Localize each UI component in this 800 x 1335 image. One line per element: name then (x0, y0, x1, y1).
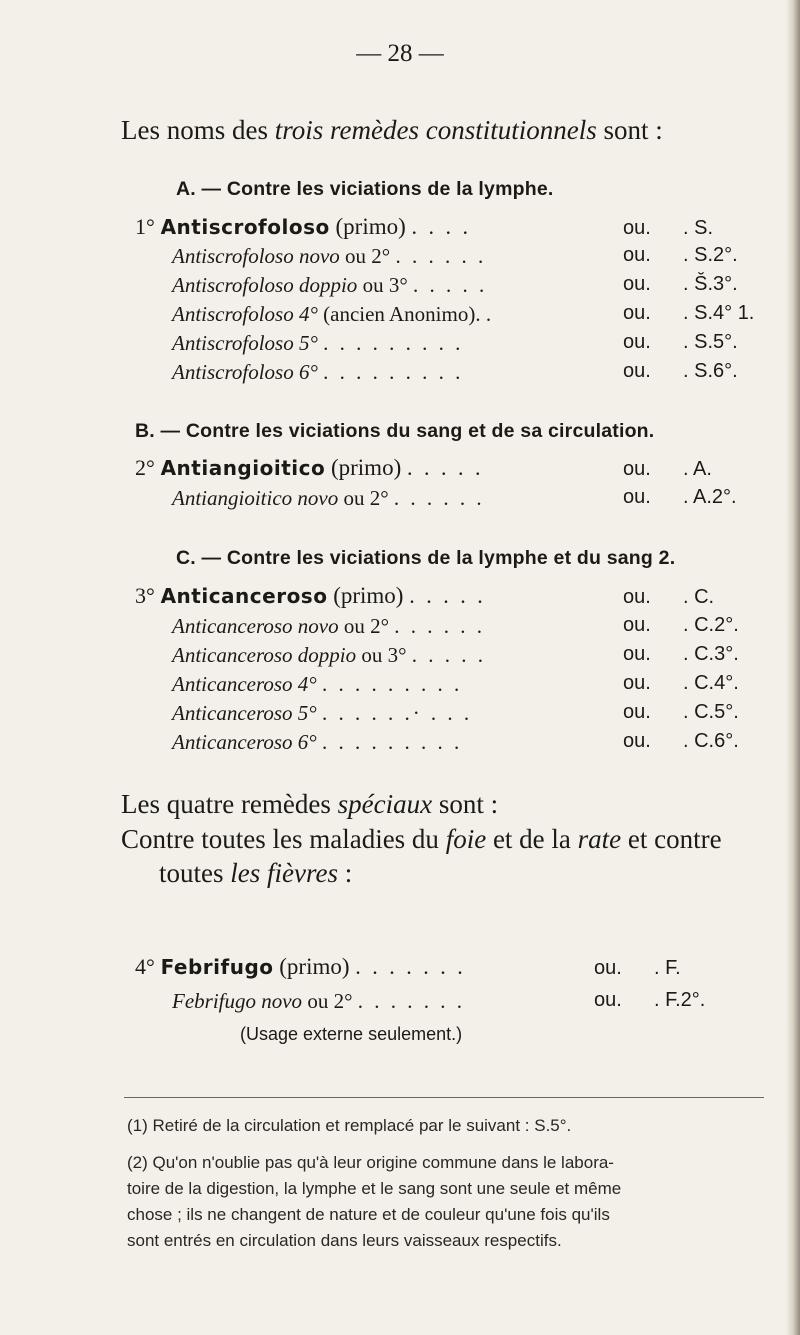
remedy-code: . C.2°. (683, 614, 739, 636)
remedy-rest: ou 3° (356, 643, 407, 667)
remedy-name: Anticanceroso novo (172, 614, 339, 638)
footnote-1: (1) Retiré de la circulation et remplacé par le suivant : S.5°. (127, 1116, 572, 1135)
ou-text: ou. (623, 586, 651, 608)
special-text: : (337, 858, 353, 888)
ou-text: ou. (623, 458, 651, 480)
special-emphasis: spéciaux (337, 789, 433, 819)
ou-text: ou. (594, 989, 622, 1011)
remedy-name: Febrifugo (160, 955, 274, 979)
remedy-code: . C.6°. (683, 730, 739, 752)
remedy-name: Antiangioitico novo (172, 486, 339, 510)
remedy-code: . C.3°. (683, 643, 739, 665)
leader-dots: . . . . . . . (357, 989, 465, 1013)
leader-dots: . . . . . . . (355, 954, 466, 979)
intro-line (121, 115, 663, 146)
remedy-name: Antiscrofoloso doppio (172, 273, 358, 297)
remedy-code: . F.2°. (654, 989, 706, 1011)
remedy-name: Anticanceroso 5° (172, 701, 317, 725)
section-heading-b: B. — Contre les viciations du sang et de sa circulation. (135, 420, 655, 442)
remedy-number: 3° (135, 583, 155, 608)
footnote-2-line: toire de la digestion, la lymphe et le sang sont une seule et même (127, 1179, 622, 1198)
remedy-name: Anticanceroso (160, 584, 328, 608)
remedy-rest: ou 2° (338, 486, 389, 510)
footnote-2-line: (2) Qu'on n'oublie pas qu'à leur origine commune dans le labora- (127, 1153, 614, 1172)
remedy-code: . A.2°. (683, 486, 737, 508)
special-text: toutes (159, 858, 231, 888)
remedy-name: Antiscrofoloso (160, 215, 330, 239)
ou-text: ou. (623, 244, 651, 266)
leader-dots: . . . . . . (393, 486, 485, 510)
special-text: et de la (486, 824, 578, 854)
special-text: sont : (432, 789, 499, 819)
remedy-name: Antiscrofoloso novo (172, 244, 340, 268)
ou-text: ou. (623, 672, 651, 694)
footnote-2-line: chose ; ils ne changent de nature et de couleur qu'une fois qu'ils (127, 1205, 610, 1224)
remedy-qualifier: (primo) (325, 455, 402, 480)
remedy-qualifier: (primo) (273, 954, 350, 979)
special-emphasis: foie (445, 824, 487, 854)
leader-dots: . . . . . .· . . . (321, 701, 473, 725)
ou-text: ou. (623, 486, 651, 508)
remedy-name: Anticanceroso doppio (172, 643, 357, 667)
remedy-rest: ou 3° (357, 273, 408, 297)
remedy-code: . A. (683, 458, 712, 480)
remedy-qualifier: (primo) (329, 214, 406, 239)
remedy-rest: (ancien Anonimo). (317, 302, 481, 326)
special-line-2 (121, 824, 722, 855)
leader-dots: . . . . (411, 214, 472, 239)
intro-suffix: sont : (596, 115, 663, 145)
leader-dots: . . . . . (409, 583, 486, 608)
ou-text: ou. (623, 217, 651, 239)
remedy-code: . F. (654, 957, 681, 979)
ou-text: ou. (623, 730, 651, 752)
leader-dots: . . . . . (411, 643, 487, 667)
remedy-name: Antiangioitico (160, 456, 326, 480)
ou-text: ou. (623, 360, 651, 382)
section-heading-c: C. — Contre les viciations de la lymphe et du sang 2. (176, 547, 676, 569)
leader-dots: . . . . . (412, 273, 488, 297)
intro-prefix: Les noms des (121, 115, 275, 145)
ou-text: ou. (623, 614, 651, 636)
remedy-code: . S.6°. (683, 360, 738, 382)
leader-dots: . . . . . . . . . (321, 672, 463, 696)
remedy-name: Febrifugo novo (172, 989, 303, 1013)
leader-dots: . . . . . . (395, 244, 487, 268)
ou-text: ou. (594, 957, 622, 979)
leader-dots: . . . . . . (394, 614, 486, 638)
ou-text: ou. (623, 701, 651, 723)
footnote-2-line: sont entrés en circulation dans leurs vaisseaux respectifs. (127, 1231, 562, 1250)
remedy-number: 2° (135, 455, 155, 480)
remedy-rest: ou 2° (302, 989, 353, 1013)
ou-text: ou. (623, 273, 651, 295)
special-text: et contre (621, 824, 722, 854)
leader-dots: . . . . . . . . . (321, 730, 463, 754)
leader-dots: . (485, 302, 495, 326)
remedy-code: . S.5°. (683, 331, 738, 353)
remedy-name: Anticanceroso 6° (172, 730, 317, 754)
remedy-qualifier: (primo) (327, 583, 404, 608)
special-text: Les quatre remèdes (121, 789, 338, 819)
remedy-code: . C. (683, 586, 715, 608)
ou-text: ou. (623, 302, 651, 324)
remedy-label (135, 214, 471, 240)
remedy-name: Antiscrofoloso 4° (172, 302, 318, 326)
remedy-code: . C.5°. (683, 701, 739, 723)
footnote-2 (127, 1150, 767, 1254)
remedy-code: . S̆.3°. (683, 273, 738, 295)
remedy-number: 1° (135, 214, 155, 239)
remedy-number: 4° (135, 954, 155, 979)
remedy-code: . S.2°. (683, 244, 738, 266)
special-text: Contre toutes les maladies du (121, 824, 446, 854)
ou-text: ou. (623, 331, 651, 353)
leader-dots: . . . . . . . . . (323, 360, 464, 384)
remedy-code: . S. (683, 217, 714, 239)
footnote-divider (124, 1097, 764, 1098)
leader-dots: . . . . . . . . . (323, 331, 464, 355)
special-line-3 (159, 858, 352, 889)
leader-dots: . . . . . (406, 455, 484, 480)
page-edge-shadow (786, 0, 800, 1335)
remedy-code: . C.4°. (683, 672, 739, 694)
remedy-name: Anticanceroso 4° (172, 672, 317, 696)
remedy-code: . S.4° 1. (683, 302, 755, 324)
remedy-name: Antiscrofoloso 6° (172, 360, 318, 384)
page-number: — 28 — (356, 40, 444, 67)
remedy-rest: ou 2° (338, 614, 390, 638)
usage-note: (Usage externe seulement.) (240, 1024, 463, 1044)
ou-text: ou. (623, 643, 651, 665)
special-emphasis: les fièvres (230, 858, 338, 888)
remedy-rest: ou 2° (339, 244, 391, 268)
section-heading-a: A. — Contre les viciations de la lymphe. (176, 178, 554, 200)
remedy-name: Antiscrofoloso 5° (172, 331, 318, 355)
special-line-1 (121, 789, 498, 820)
special-emphasis: rate (577, 824, 622, 854)
intro-emphasis: trois remèdes constitutionnels (274, 115, 597, 145)
